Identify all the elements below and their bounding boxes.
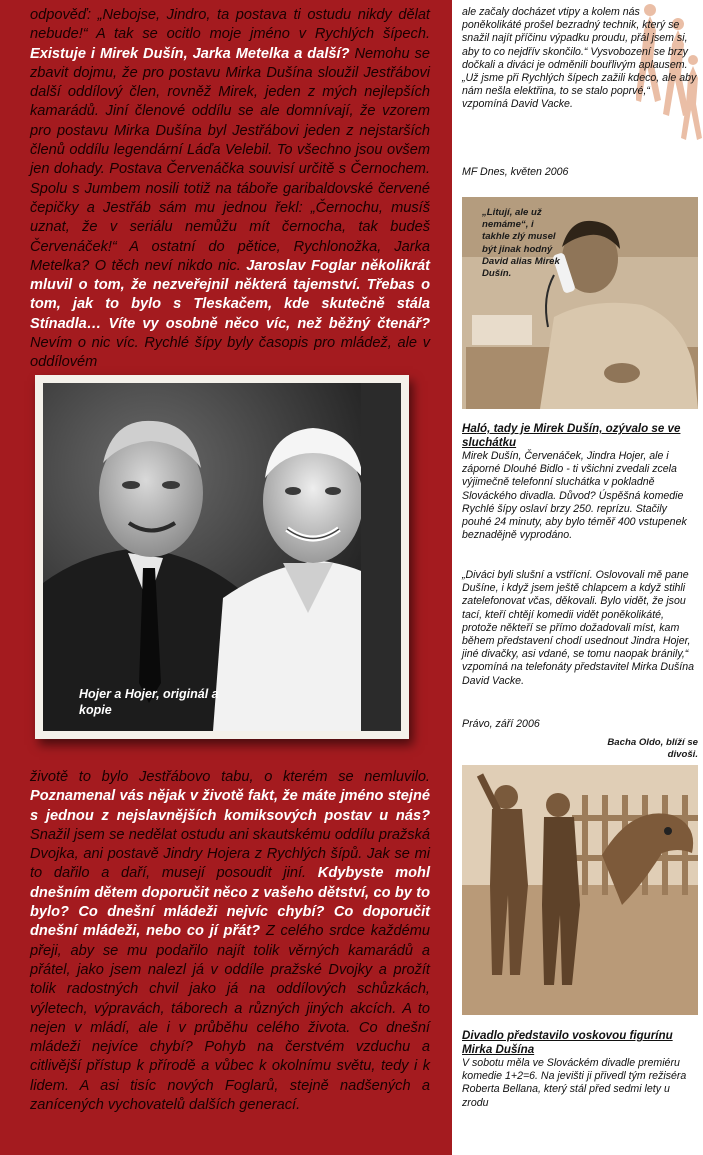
right-intro-source: MF Dnes, květen 2006 <box>462 166 569 178</box>
interview-answer: Snažil jsem se nedělat ostudu ani skautskému oddílu pražská Dvojka, ani postavě Jindry Hojera z Rychlých šípů. Jak se mi to dařilo a daří, musejí posoudit jiní. <box>30 826 430 882</box>
interview-answer: životě to bylo Jestřábovo tabu, o kterém se nemluvilo. <box>30 769 430 785</box>
interview-answer: Nevím o nic víc. Rychlé šípy byly časopis pro mládež, ale v oddílovém <box>30 335 430 371</box>
phone-article-source: Právo, září 2006 <box>462 718 540 730</box>
phone-article-body: Mirek Dušín, Červenáček, Jindra Hojer, ale i záporné Dlouhé Bidlo - ti všichni zvedali zcela výjimečně telefonní sluchátka v pokladně Slováckého divadla. Důvod? Úspěšná komedie Rychlé šípy oslaví brzy 250. reprízu. Stačily pouhé 24 minuty, aby bylo téměř 400 vstupenek beznadějně vyprodáno. <box>462 450 687 542</box>
hojer-photo-illustration <box>43 383 401 731</box>
phone-article-quote: „Diváci byli slušní a vstřícní. Oslovovali mě pane Dušíne, i když jsem ještě chlapcem a když stihli zatelefonovat včas, děkovali. Bylo vidět, že jsou tací, kteří chtějí komedii vidět poněkolikáté, protože někteří se přímo dožadovali míst, kam během představení chodí usednout Jindra Hojer, jiné divačky, asi vdané, se tomu naopak bránily,“ vzpomíná na telefonáty představitel Mirka Dušína David Vacke. <box>462 569 695 687</box>
interview-question: Existuje i Mirek Dušín, Jarka Metelka a další? <box>30 45 350 62</box>
photo-hojer-caption: Hojer a Hojer, originál a kopie <box>79 687 219 717</box>
interview-text-top <box>30 6 430 373</box>
interview-text-bottom <box>30 768 430 1115</box>
photo-horse <box>462 735 698 1015</box>
interview-question: Poznamenal vás nějak v životě fakt, že máte jméno stejné s jednou z nejslavnějších komiksových postav u nás? <box>30 788 430 824</box>
right-intro-text: ale začaly docházet vtipy a kolem nás poněkolikáté prošel bezradný technik, který se snažil najít příčinu výpadku proudu, přál jsem si, aby to co nejdřív skončilo.“ Vysvobození se brzy dočkali a diváci je odměnili bouřlivým aplausem. „Už jsme při Rychlých šípech zažili kdeco, ale aby nám nešla elektřina, to se stalo poprvé,“ vzpomíná David Vacke. <box>462 6 697 111</box>
interview-answer: Nemohu se zbavit dojmu, že pro postavu Mirka Dušína sloužil Jestřábovi další oddílový člen, rovněž Mirek, jeden z mých nejlepších kamarádů. Jiní členové oddílu se ale domnívají, že vzorem pro postavu Mirka Dušína byl Jestřábovi jeden z nejstarších členů oddílu legendární Láďa Velebil. To všechno jsou ovšem jen dohady. Postava Červenáčka souvisí určitě s Černochem. Spolu s Jumbem nosili totiž na táboře garibaldovské červené čepičky a Jestřáb sám mu jednou řekl: „Černochu, musíš uznat, že v seriálu nemůžu mít černocha, tak budeš Červenáček!“ A ostatní do pětice, Rychlonožka, Jarka Metelka? O těch neví nikdo nic. <box>30 45 430 274</box>
horse-article-title: Divadlo představilo voskovou figurínu Mirka Dušína <box>462 1029 673 1056</box>
horse-article-body: V sobotu měla ve Slováckém divadle premiéru komedie 1+2=6. Na jevišti ji přivedl tým režiséra Roberta Bellana, který stál před sedmi lety u zrodu <box>462 1057 687 1109</box>
phone-photo-caption: „Litují, ale už nemáme“, i takhle zlý musel být jinak hodný David alias Mirek Dušín. <box>482 207 560 280</box>
photo-hojer-card <box>35 375 409 739</box>
photo-hojer-image <box>43 383 401 731</box>
interview-question: Jaroslav Foglar několikrát mluvil o tom, že nezveřejnil některá tajemství. Třebas o tom, jak to bylo s Tleskačem, kde skutečně stála Stínadla… Víte vy osobně něco víc, než běžný čtenář? <box>30 257 430 332</box>
interview-answer: odpověď: „Nebojse, Jindro, ta postava ti ostudu nikdy dělat nebude!“ A tak se ocitlo moje jméno v Rychlých šípech. <box>30 7 430 43</box>
photo-phone <box>462 197 698 409</box>
horse-photo-illustration <box>462 735 698 1015</box>
interview-answer: Z celého srdce každému přeji, aby se mu podařilo najít tolik věrných kamarádů a přátel, jako jsem nalezl já v oddíle pražské Dvojky a prožít tolik radostných chvil jako já na oddílových schůzkách, výletech, výpravách, táborech a různých jiných akcích. A to nejen v mládí, ale i v průběhu celého života. Co dnešní mládeži nejvíce chybí? Pohyb na čerstvém vzduchu a citlivější přístup k přírodě a vůbec k okolnímu světu, tedy i k lidem. A asi tisíc nových Foglarů, stejně nadšených a zanícených vychovatelů dalších generací. <box>30 923 430 1114</box>
interview-question: Kdybyste mohl dnešním dětem doporučit něco z vašeho dětství, co by to bylo? Co dnešní mládeži nejvíc chybí? Co doporučit dnešní mládeži, nebo co jí přát? <box>30 865 431 940</box>
horse-photo-caption: Bacha Oldo, blíží se divoši. <box>607 737 698 761</box>
phone-article-title: Haló, tady je Mirek Dušín, ozývalo se ve sluchátku <box>462 422 681 449</box>
